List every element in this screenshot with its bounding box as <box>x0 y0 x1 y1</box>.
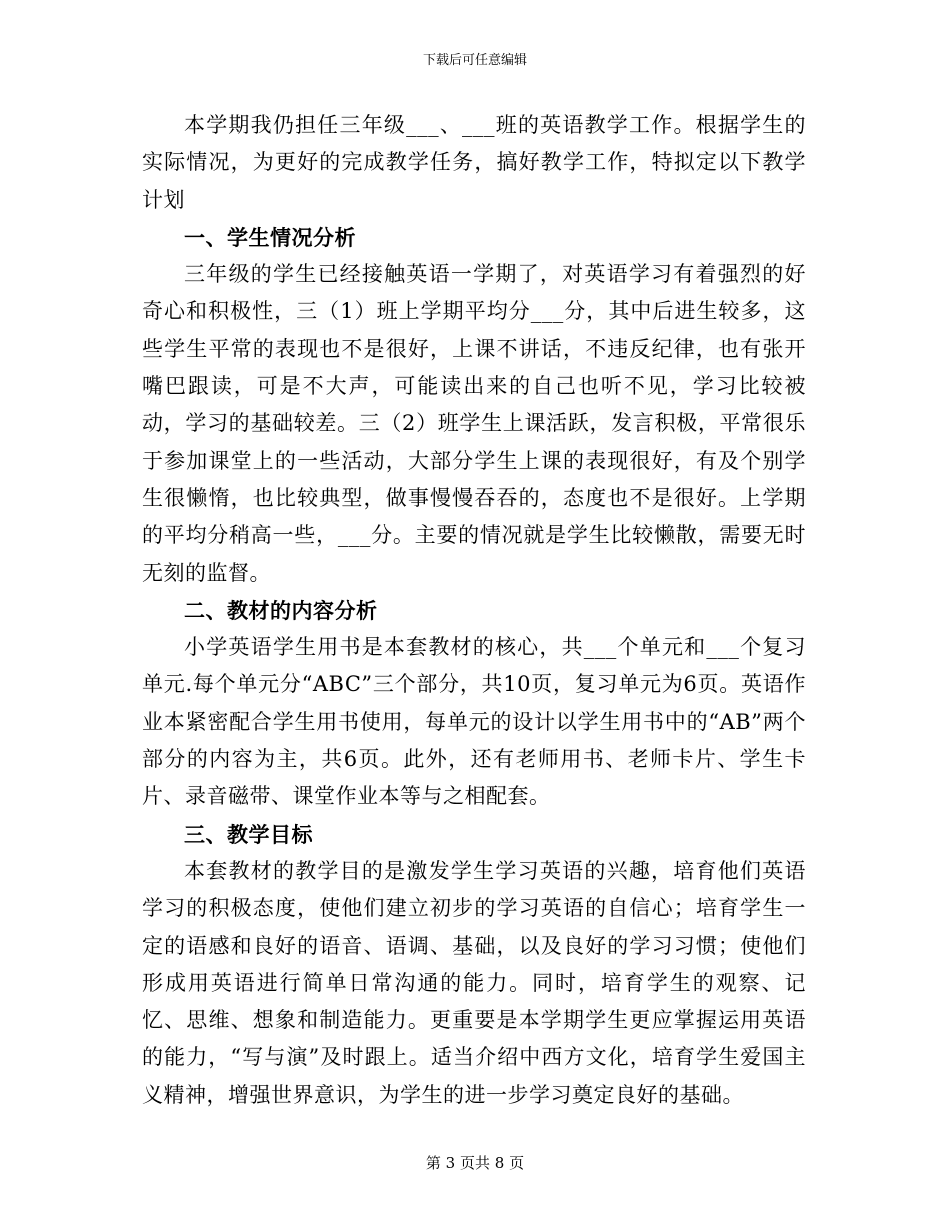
intro-paragraph: 本学期我仍担任三年级___、___班的英语教学工作。根据学生的实际情况，为更好的完成教学任务，搞好教学工作，特拟定以下教学计划 <box>142 113 806 212</box>
teaching-goals-paragraph: 本套教材的教学目的是激发学生学习英语的兴趣，培育他们英语学习的积极态度，使他们建立初步的学习英语的自信心；培育学生一定的语感和良好的语音、语调、基础，以及良好的学习习惯；使他们形成用英语进行简单日常沟通的能力。同时，培育学生的观察、记忆、思维、想象和制造能力。更重要是本学期学生更应掌握运用英语的能力，“写与演”及时跟上。适当介绍中西方文化，培育学生爱国主义精神，增强世界意识，为学生的进一步学习奠定良好的基础。 <box>142 858 806 1107</box>
textbook-analysis-paragraph: 小学英语学生用书是本套教材的核心，共___个单元和___个复习单元.每个单元分“ABC”三个部分，共10页，复习单元为6页。英语作业本紧密配合学生用书使用，每单元的设计以学生用书中的“AB”两个部分的内容为主，共6页。此外，还有老师用书、老师卡片、学生卡片、录音磁带、课堂作业本等与之相配套。 <box>142 635 806 809</box>
page-number-footer: 第 3 页共 8 页 <box>425 1154 525 1172</box>
page-header: 下载后可任意编辑 <box>422 53 527 68</box>
section-heading-teaching-goals: 三、教学目标 <box>184 821 313 847</box>
document-body <box>142 107 806 1114</box>
student-analysis-paragraph: 三年级的学生已经接触英语一学期了，对英语学习有着强烈的好奇心和积极性，三（1）班上学期平均分___分，其中后进生较多，这些学生平常的表现也不是很好，上课不讲话，不违反纪律，也有张开嘴巴跟读，可是不大声，可能读出来的自己也听不见，学习比较被动，学习的基础较差。三（2）班学生上课活跃，发言积极，平常很乐于参加课堂上的一些活动，大部分学生上课的表现很好，有及个别学生很懒惰，也比较典型，做事慢慢吞吞的，态度也不是很好。上学期的平均分稍高一些，___分。主要的情况就是学生比较懒散，需要无时无刻的监督。 <box>142 262 806 585</box>
section-heading-textbook-analysis: 二、教材的内容分析 <box>184 597 378 623</box>
section-heading-student-analysis: 一、学生情况分析 <box>184 224 356 250</box>
